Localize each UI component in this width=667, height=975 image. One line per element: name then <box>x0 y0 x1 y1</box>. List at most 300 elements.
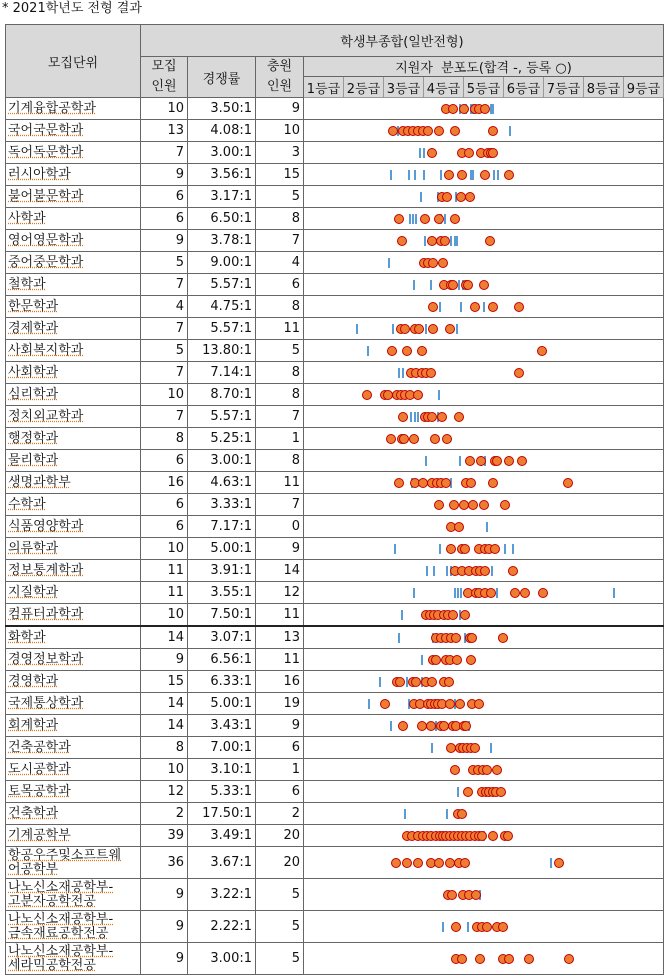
table-row <box>6 142 664 164</box>
distribution-plot <box>304 450 664 472</box>
enrolled-dot <box>496 787 506 797</box>
quota-value: 7 <box>141 406 188 428</box>
unit-name: 건축학과 <box>6 803 141 825</box>
extra-value: 11 <box>256 604 304 627</box>
table-row <box>6 943 664 975</box>
enrolled-dot <box>524 954 534 964</box>
enrolled-dot <box>508 566 518 576</box>
enrolled-dot <box>362 390 372 400</box>
quota-value: 13 <box>141 120 188 142</box>
grade-header: 3등급 <box>384 77 424 98</box>
enrolled-dot <box>445 324 455 334</box>
enrolled-dot <box>417 346 427 356</box>
enrolled-dot <box>434 214 444 224</box>
unit-name: 도시공학과 <box>6 759 141 781</box>
extra-value: 6 <box>256 737 304 759</box>
enrolled-dot <box>442 434 452 444</box>
enrolled-dot <box>444 170 454 180</box>
distribution-plot <box>304 428 664 450</box>
table-row <box>6 803 664 825</box>
enrolled-dot <box>514 302 524 312</box>
extra-value: 8 <box>256 296 304 318</box>
enrolled-dot <box>498 922 508 932</box>
table-row <box>6 715 664 737</box>
ratio-value: 5.57:1 <box>188 274 256 296</box>
ratio-value: 3.07:1 <box>188 626 256 649</box>
ratio-value: 3.10:1 <box>188 759 256 781</box>
accepted-mark <box>439 544 441 554</box>
ratio-value: 3.78:1 <box>188 230 256 252</box>
enrolled-dot <box>428 302 438 312</box>
enrolled-dot <box>423 126 433 136</box>
quota-value: 14 <box>141 626 188 649</box>
accepted-mark <box>486 522 488 532</box>
enrolled-dot <box>409 434 419 444</box>
enrolled-dot <box>490 544 500 554</box>
extra-value: 7 <box>256 494 304 516</box>
accepted-mark <box>550 858 552 868</box>
table-row <box>6 671 664 693</box>
ratio-value: 4.63:1 <box>188 472 256 494</box>
enrolled-dot <box>467 633 477 643</box>
unit-name: 중어중문학과 <box>6 252 141 274</box>
accepted-mark <box>414 412 416 422</box>
enrolled-dot <box>476 456 486 466</box>
table-row <box>6 274 664 296</box>
extra-value: 5 <box>256 943 304 975</box>
quota-value: 12 <box>141 781 188 803</box>
quota-value: 39 <box>141 825 188 847</box>
accepted-mark <box>509 126 511 136</box>
accepted-mark <box>450 236 452 246</box>
enrolled-dot <box>450 765 460 775</box>
accepted-mark <box>439 302 441 312</box>
unit-name: 정보통계학과 <box>6 560 141 582</box>
unit-name: 화학과 <box>6 626 141 649</box>
table-row <box>6 120 664 142</box>
ratio-value: 8.70:1 <box>188 384 256 406</box>
accepted-mark <box>404 809 406 819</box>
enrolled-dot <box>492 456 502 466</box>
accepted-mark <box>492 104 494 114</box>
table-row <box>6 781 664 803</box>
accepted-mark <box>392 324 394 334</box>
quota-value: 14 <box>141 715 188 737</box>
ratio-value: 3.00:1 <box>188 142 256 164</box>
table-row <box>6 516 664 538</box>
extra-value: 14 <box>256 560 304 582</box>
unit-name: 물리학과 <box>6 450 141 472</box>
accepted-mark <box>446 566 448 576</box>
ratio-value: 6.56:1 <box>188 649 256 671</box>
quota-value: 2 <box>141 803 188 825</box>
ratio-value: 6.50:1 <box>188 208 256 230</box>
enrolled-dot <box>413 858 423 868</box>
extra-value: 11 <box>256 318 304 340</box>
unit-name: 불어불문학과 <box>6 186 141 208</box>
table-row <box>6 693 664 715</box>
quota-value: 6 <box>141 186 188 208</box>
distribution-plot <box>304 98 664 120</box>
table-row <box>6 538 664 560</box>
enrolled-dot <box>431 655 441 665</box>
enrolled-dot <box>447 890 457 900</box>
accepted-mark <box>425 324 427 334</box>
unit-name: 경제학과 <box>6 318 141 340</box>
quota-value: 8 <box>141 737 188 759</box>
enrolled-dot <box>411 677 421 687</box>
enrolled-dot <box>430 434 440 444</box>
distribution-plot <box>304 274 664 296</box>
distribution-plot <box>304 494 664 516</box>
distribution-plot <box>304 879 664 911</box>
accepted-mark <box>613 588 615 598</box>
accepted-mark <box>457 787 459 797</box>
enrolled-dot <box>488 126 498 136</box>
ratio-value: 3.33:1 <box>188 494 256 516</box>
quota-value: 6 <box>141 516 188 538</box>
enrolled-dot <box>428 258 438 268</box>
distribution-plot <box>304 406 664 428</box>
enrolled-dot <box>457 170 467 180</box>
unit-name: 사회복지학과 <box>6 340 141 362</box>
table-row <box>6 186 664 208</box>
enrolled-dot <box>398 721 408 731</box>
unit-name: 행정학과 <box>6 428 141 450</box>
enrolled-dot <box>448 104 458 114</box>
enrolled-dot <box>470 302 480 312</box>
distribution-plot <box>304 472 664 494</box>
enrolled-dot <box>386 434 396 444</box>
accepted-mark <box>410 412 412 422</box>
enrolled-dot <box>538 588 548 598</box>
distribution-plot <box>304 120 664 142</box>
accepted-mark <box>457 588 459 598</box>
enrolled-dot <box>450 126 460 136</box>
unit-name: 컴퓨터과학과 <box>6 604 141 627</box>
accepted-mark <box>413 588 415 598</box>
ratio-value: 7.17:1 <box>188 516 256 538</box>
extra-value: 9 <box>256 538 304 560</box>
ratio-value: 5.00:1 <box>188 538 256 560</box>
table-row <box>6 230 664 252</box>
unit-name: 국어국문학과 <box>6 120 141 142</box>
unit-name: 식품영양학과 <box>6 516 141 538</box>
enrolled-dot <box>448 610 458 620</box>
quota-value: 6 <box>141 208 188 230</box>
extra-value: 7 <box>256 406 304 428</box>
distribution-plot <box>304 626 664 649</box>
quota-value: 5 <box>141 252 188 274</box>
unit-name: 심리학과 <box>6 384 141 406</box>
table-row <box>6 847 664 879</box>
accepted-mark <box>442 922 444 932</box>
enrolled-dot <box>400 324 410 334</box>
enrolled-dot <box>399 434 409 444</box>
quota-value: 9 <box>141 230 188 252</box>
accepted-mark <box>456 324 458 334</box>
quota-value: 36 <box>141 847 188 879</box>
distribution-plot <box>304 230 664 252</box>
accepted-mark <box>408 170 410 180</box>
accepted-mark <box>459 456 461 466</box>
admission-results-table <box>5 24 664 975</box>
table-row <box>6 362 664 384</box>
ratio-value: 5.00:1 <box>188 693 256 715</box>
quota-value: 10 <box>141 384 188 406</box>
unit-name: 회계학과 <box>6 715 141 737</box>
extra-value: 8 <box>256 208 304 230</box>
enrolled-dot <box>427 236 437 246</box>
enrolled-dot <box>466 478 476 488</box>
accepted-mark <box>398 368 400 378</box>
enrolled-dot <box>451 922 461 932</box>
quota-value: 4 <box>141 296 188 318</box>
distribution-plot <box>304 825 664 847</box>
unit-name: 경영학과 <box>6 671 141 693</box>
distribution-plot <box>304 715 664 737</box>
enrolled-dot <box>563 478 573 488</box>
enrolled-dot <box>480 104 490 114</box>
ratio-value: 9.00:1 <box>188 252 256 274</box>
enrolled-dot <box>442 192 452 202</box>
header-ratio: 경쟁률 <box>188 57 256 98</box>
accepted-mark <box>446 809 448 819</box>
enrolled-dot <box>477 831 487 841</box>
enrolled-dot <box>380 699 390 709</box>
enrolled-dot <box>503 831 513 841</box>
accepted-mark <box>394 544 396 554</box>
distribution-plot <box>304 296 664 318</box>
extra-value: 4 <box>256 252 304 274</box>
enrolled-dot <box>465 456 475 466</box>
table-row <box>6 582 664 604</box>
extra-value: 11 <box>256 472 304 494</box>
table-row <box>6 759 664 781</box>
enrolled-dot <box>504 170 514 180</box>
accepted-mark <box>490 743 492 753</box>
enrolled-dot <box>564 954 574 964</box>
header-group: 학생부종합(일반전형) <box>141 25 664 57</box>
accepted-mark <box>512 544 514 554</box>
accepted-mark <box>425 456 427 466</box>
quota-value: 10 <box>141 604 188 627</box>
extra-value: 3 <box>256 142 304 164</box>
unit-name: 영어영문학과 <box>6 230 141 252</box>
ratio-value: 3.17:1 <box>188 186 256 208</box>
enrolled-dot <box>514 368 524 378</box>
extra-value: 16 <box>256 671 304 693</box>
ratio-value: 3.43:1 <box>188 715 256 737</box>
grade-header: 4등급 <box>424 77 464 98</box>
enrolled-dot <box>427 148 437 158</box>
enrolled-dot <box>449 500 459 510</box>
enrolled-dot <box>454 522 464 532</box>
distribution-plot <box>304 943 664 975</box>
ratio-value: 6.33:1 <box>188 671 256 693</box>
grade-header: 9등급 <box>624 77 664 98</box>
distribution-plot <box>304 560 664 582</box>
quota-value: 16 <box>141 472 188 494</box>
enrolled-dot <box>426 721 436 731</box>
enrolled-dot <box>414 324 424 334</box>
distribution-plot <box>304 803 664 825</box>
ratio-value: 3.56:1 <box>188 164 256 186</box>
ratio-value: 4.08:1 <box>188 120 256 142</box>
accepted-mark <box>419 148 421 158</box>
accepted-mark <box>460 588 462 598</box>
unit-name: 항공우주및소프트웨 어공학부 <box>6 847 141 879</box>
accepted-mark <box>414 170 416 180</box>
enrolled-dot <box>413 390 423 400</box>
quota-value: 15 <box>141 671 188 693</box>
table-row <box>6 406 664 428</box>
enrolled-dot <box>451 633 461 643</box>
grade-header: 5등급 <box>464 77 504 98</box>
accepted-mark <box>413 280 415 290</box>
accepted-mark <box>426 566 428 576</box>
header-distribution: 지원자 분포도(합격 -, 등록 ○) <box>304 57 664 77</box>
extra-value: 6 <box>256 274 304 296</box>
accepted-mark <box>491 566 493 576</box>
accepted-mark <box>401 610 403 620</box>
enrolled-dot <box>474 699 484 709</box>
enrolled-dot <box>554 858 564 868</box>
ratio-value: 3.00:1 <box>188 450 256 472</box>
quota-value: 7 <box>141 142 188 164</box>
extra-value: 0 <box>256 516 304 538</box>
enrolled-dot <box>485 236 495 246</box>
enrolled-dot <box>479 500 489 510</box>
unit-name: 나노신소재공학부- 금속재료공학전공 <box>6 911 141 943</box>
enrolled-dot <box>498 633 508 643</box>
extra-value: 1 <box>256 428 304 450</box>
ratio-value: 17.50:1 <box>188 803 256 825</box>
distribution-plot <box>304 142 664 164</box>
distribution-plot <box>304 649 664 671</box>
enrolled-dot <box>466 655 476 665</box>
enrolled-dot <box>464 148 474 158</box>
table-row <box>6 911 664 943</box>
unit-name: 수학과 <box>6 494 141 516</box>
enrolled-dot <box>461 721 471 731</box>
enrolled-dot <box>488 478 498 488</box>
accepted-mark <box>493 170 495 180</box>
ratio-value: 7.50:1 <box>188 604 256 627</box>
ratio-value: 3.55:1 <box>188 582 256 604</box>
extra-value: 5 <box>256 186 304 208</box>
enrolled-dot <box>446 544 456 554</box>
accepted-mark <box>444 214 446 224</box>
enrolled-dot <box>460 858 470 868</box>
enrolled-dot <box>504 954 514 964</box>
accepted-mark <box>379 677 381 687</box>
enrolled-dot <box>394 214 404 224</box>
table-row <box>6 296 664 318</box>
accepted-mark <box>440 170 442 180</box>
distribution-plot <box>304 671 664 693</box>
table-row <box>6 252 664 274</box>
accepted-mark <box>497 170 499 180</box>
extra-value: 13 <box>256 626 304 649</box>
extra-value: 12 <box>256 582 304 604</box>
distribution-plot <box>304 737 664 759</box>
quota-value: 10 <box>141 538 188 560</box>
accepted-mark <box>420 192 422 202</box>
extra-value: 5 <box>256 879 304 911</box>
enrolled-dot <box>463 787 473 797</box>
extra-value: 15 <box>256 164 304 186</box>
accepted-mark <box>421 655 423 665</box>
enrolled-dot <box>434 858 444 868</box>
accepted-mark <box>415 214 417 224</box>
enrolled-dot <box>444 677 454 687</box>
table-row <box>6 98 664 120</box>
ratio-value: 5.57:1 <box>188 406 256 428</box>
enrolled-dot <box>460 610 470 620</box>
table-row <box>6 428 664 450</box>
extra-value: 1 <box>256 759 304 781</box>
quota-value: 9 <box>141 911 188 943</box>
unit-name: 지질학과 <box>6 582 141 604</box>
enrolled-dot <box>440 236 450 246</box>
enrolled-dot <box>402 858 412 868</box>
quota-value: 9 <box>141 649 188 671</box>
table-row <box>6 560 664 582</box>
enrolled-dot <box>482 922 492 932</box>
unit-name: 한문학과 <box>6 296 141 318</box>
accepted-mark <box>472 170 474 180</box>
table-row <box>6 450 664 472</box>
distribution-plot <box>304 252 664 274</box>
accepted-mark <box>504 544 506 554</box>
accepted-mark <box>467 922 469 932</box>
enrolled-dot <box>500 500 510 510</box>
accepted-mark <box>424 236 426 246</box>
quota-value: 14 <box>141 693 188 715</box>
table-row <box>6 649 664 671</box>
ratio-value: 3.00:1 <box>188 943 256 975</box>
enrolled-dot <box>488 831 498 841</box>
table-row <box>6 879 664 911</box>
distribution-plot <box>304 582 664 604</box>
enrolled-dot <box>418 478 428 488</box>
ratio-value: 2.22:1 <box>188 911 256 943</box>
enrolled-dot <box>520 588 530 598</box>
unit-name: 철학과 <box>6 274 141 296</box>
ratio-value: 3.67:1 <box>188 847 256 879</box>
accepted-mark <box>456 236 458 246</box>
quota-value: 9 <box>141 164 188 186</box>
accepted-mark <box>390 170 392 180</box>
enrolled-dot <box>391 858 401 868</box>
unit-name: 경영정보학과 <box>6 649 141 671</box>
distribution-plot <box>304 847 664 879</box>
table-row <box>6 164 664 186</box>
enrolled-dot <box>492 765 502 775</box>
enrolled-dot <box>387 346 397 356</box>
table-row <box>6 208 664 230</box>
quota-value: 7 <box>141 318 188 340</box>
distribution-plot <box>304 911 664 943</box>
enrolled-dot <box>480 566 490 576</box>
enrolled-dot <box>445 699 455 709</box>
header-extra: 충원 인원 <box>256 57 304 98</box>
distribution-plot <box>304 759 664 781</box>
unit-name: 건축공학과 <box>6 737 141 759</box>
quota-value: 9 <box>141 879 188 911</box>
page-caption: * 2021학년도 전형 결과 <box>2 1 142 16</box>
